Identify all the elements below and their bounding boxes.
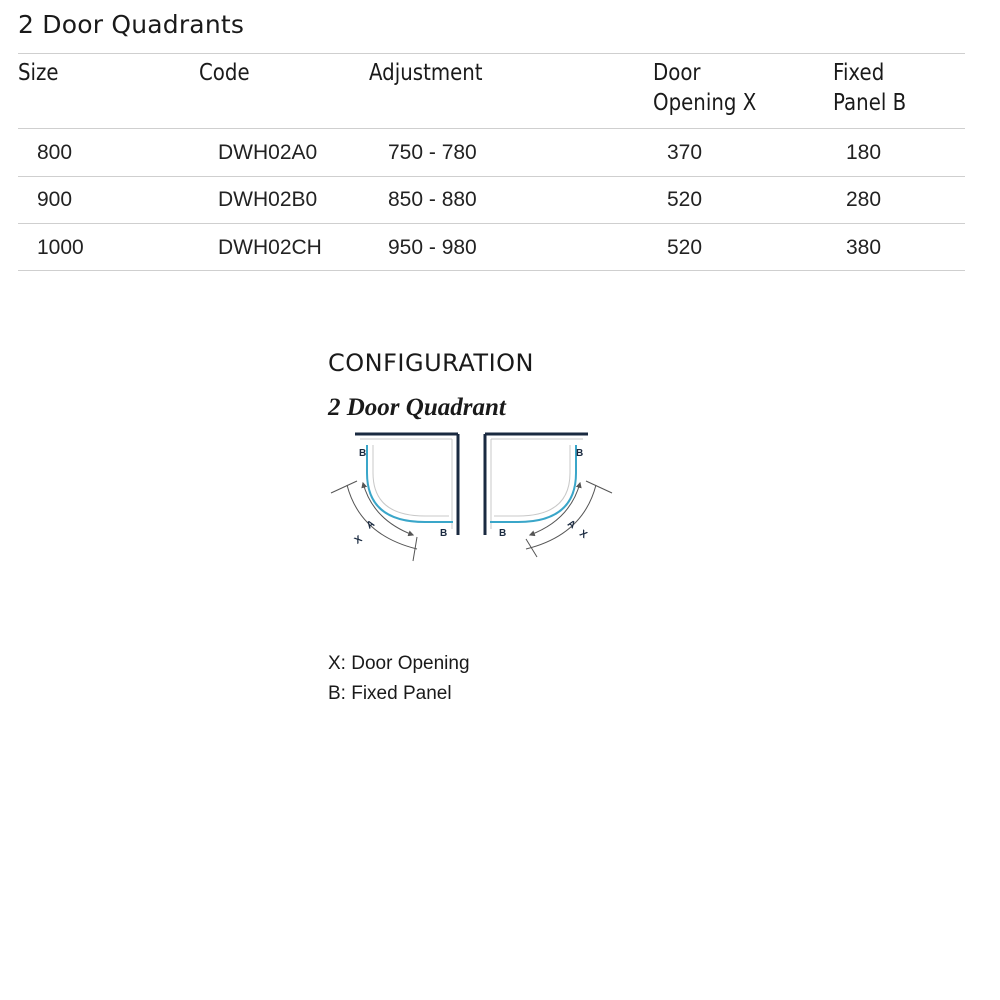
quadrant-diagram	[325, 425, 625, 570]
cell-door-opening: 370	[667, 141, 703, 164]
cell-code: DWH02A0	[218, 141, 318, 164]
configuration-heading: CONFIGURATION	[328, 349, 534, 377]
cell-fixed-panel: 280	[846, 188, 882, 211]
left-quadrant-icon	[331, 434, 458, 561]
cell-adjustment: 950 - 980	[388, 236, 477, 259]
divider	[18, 223, 965, 224]
cell-size: 800	[37, 141, 73, 164]
legend-fixed-panel: B: Fixed Panel	[328, 683, 452, 704]
label-b: B	[440, 528, 448, 539]
legend-door-opening: X: Door Opening	[328, 653, 470, 674]
header-fixed-panel: Fixed Panel B	[833, 60, 907, 116]
label-x: X	[577, 528, 589, 542]
header-size: Size	[18, 60, 59, 86]
divider	[18, 53, 965, 54]
label-b: B	[499, 528, 507, 539]
cell-adjustment: 750 - 780	[388, 141, 477, 164]
cell-door-opening: 520	[667, 236, 703, 259]
cell-code: DWH02CH	[218, 236, 322, 259]
header-code: Code	[199, 60, 250, 86]
divider	[18, 128, 965, 129]
configuration-subheading: 2 Door Quadrant	[328, 394, 506, 421]
label-x: X	[352, 533, 365, 547]
page-title: 2 Door Quadrants	[18, 10, 245, 39]
cell-fixed-panel: 380	[846, 236, 882, 259]
header-door-opening: Door Opening X	[653, 60, 757, 116]
label-b: B	[576, 448, 584, 459]
cell-fixed-panel: 180	[846, 141, 882, 164]
cell-code: DWH02B0	[218, 188, 318, 211]
cell-adjustment: 850 - 880	[388, 188, 477, 211]
label-a: A	[565, 518, 578, 532]
divider	[18, 176, 965, 177]
label-a: A	[364, 518, 377, 532]
divider	[18, 270, 965, 271]
right-quadrant-icon	[485, 434, 612, 557]
header-adjustment: Adjustment	[369, 60, 483, 86]
cell-size: 900	[37, 188, 73, 211]
cell-door-opening: 520	[667, 188, 703, 211]
cell-size: 1000	[37, 236, 84, 259]
label-b: B	[359, 448, 367, 459]
